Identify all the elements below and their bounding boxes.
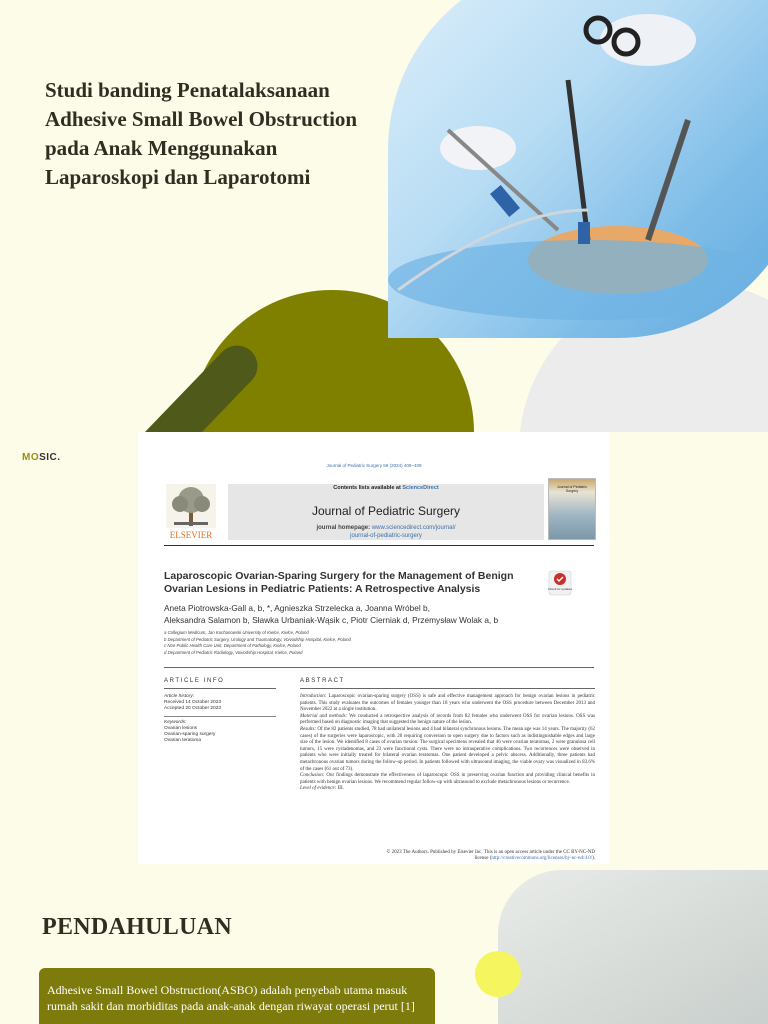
affiliations: a Collegium Medicum, Jan Kochanowski University of Kielce, Kielce, Poland b Department of Pediatric Surgery, Urology and Traumatology, Voivodship Hospital, Kielce, Poland c Non-Public Health Care Unit, Department of Pathology, Kielce, Poland d Department of Pediatric Radiology, Voivodship Hospital, Kielce, Poland: [164, 630, 351, 655]
elsevier-tree-icon: [166, 484, 216, 528]
laparoscopy-illustration: [388, 0, 768, 338]
yellow-dot: [475, 951, 521, 997]
article-title: Laparoscopic Ovarian-Sparing Surgery for the Management of Benign Ovarian Lesions in Pediatric Patients: A Retrospective Analysis: [164, 570, 514, 595]
author-list: Aneta Piotrowska-Gall a, b, *, Agnieszka Strzelecka a, Joanna Wróbel b, Aleksandra Salamon b, Sławka Urbaniak-Wąsik c, Piotr Cierniak d, Przemysław Wolak a, b: [164, 603, 499, 625]
journal-title: Journal of Pediatric Surgery: [311, 504, 461, 518]
license-link[interactable]: http://creativecommons.org/licenses/by-nc-nd/4.0/: [491, 856, 593, 862]
homepage-link-cont[interactable]: journal-of-pediatric-surgery: [350, 533, 422, 539]
journal-homepage: journal homepage: www.sciencedirect.com/journal/ journal-of-pediatric-surgery: [316, 525, 456, 539]
contents-line: Contents lists available at ScienceDirect: [333, 485, 439, 491]
article-info: Article history: Received 14 October 2023 Accepted 20 October 2023 Keywords: Ovarian lesions Ovarian-sparing surgery Ovarian teratoma: [164, 694, 276, 744]
svg-text:Check for updates: Check for updates: [548, 587, 572, 591]
journal-citation: Journal of Pediatric Surgery 59 (2024) 409−409: [326, 463, 422, 468]
photo-pill: [498, 870, 768, 1024]
publisher-name: ELSEVIER: [169, 530, 213, 540]
intro-text: Adhesive Small Bowel Obstruction(ASBO) adalah penyebab utama masuk rumah sakit dan morbiditas pada anak-anak dengan riwayat operasi perut [1]: [47, 983, 415, 1013]
brand-logo: MOSIC.: [22, 452, 61, 463]
intro-slide: [0, 864, 768, 1024]
journal-cover: Journal of Pediatric Surgery: [548, 478, 596, 540]
paper-page: [138, 432, 610, 864]
title-slide: [0, 0, 768, 432]
abstract-heading: ABSTRACT: [300, 678, 345, 684]
homepage-link[interactable]: www.sciencedirect.com/journal/: [371, 525, 456, 531]
section-rule: [164, 667, 594, 668]
header-rule: [164, 545, 594, 546]
intro-box: [39, 968, 435, 1024]
check-for-updates-icon[interactable]: [548, 570, 572, 596]
abstract-text: Introduction: Laparoscopic ovarian-sparing surgery (OSS) is safe and effective management approach for benign ovarian lesions in pediatric patients. This study evaluates the outcomes of females younger than 18 years who underwent the OSS procedure between December 2013 and November 2022 at a single institution. Material and methods: We conducted a retrospective analysis of records from 82 females who underwent OSS for ovarian lesions. OSS was performed based on diagnostic imaging that suggested the benign nature of the lesion. Results: Of the 82 patients studied, 78 had unilateral lesions and 4 had bilateral synchronous lesions. The mean age was 14 years. The majority (62 cases) of the surgeries were laparoscopic, with 20 requiring conversion to open surgery due to factors such as indistinguishable edges and large size of the lesion. We identified 8 cases of ovarian torsion. The surgical specimens revealed that 46 were ovarian teratomas, 2 were granulosa cell tumors, 15 were cystadenomas, and 23 were functional cysts. There were no intraoperative complications. Two recurrences were observed in patients who were initially treated for bilateral ovarian teratomas. One patient developed a pelvic abscess. Additionally, three patients had metachronous ovarian tumors during the follow-up period. In patients followed with ultrasound imaging, the viable ovary was visualized in 83.6% of the cases (61 out of 73). Conclusion: Our findings demonstrate the effectiveness of laparoscopic OSS in preserving ovarian function and providing clinical benefits in patients with benign ovarian lesions. We recommend regular follow-up with ultrasound to exclude metachronous lesions or recurrence. Level of evidence: III.: [300, 694, 596, 792]
surgery-photo: [388, 0, 768, 338]
sciencedirect-link[interactable]: ScienceDirect: [402, 485, 439, 491]
paper-slide: [0, 432, 768, 864]
section-heading: PENDAHULUAN: [42, 914, 232, 940]
article-info-heading: ARTICLE INFO: [164, 678, 225, 684]
slide-title: Studi banding Penatalaksanaan Adhesive Small Bowel Obstruction pada Anak Menggunakan Laparoskopi dan Laparotomi: [45, 78, 358, 189]
abstract-rule: [300, 688, 595, 689]
license-note: © 2023 The Authors. Published by Elsevier Inc. This is an open access article under the CC BY-NC-ND license (http://creativecommons.org/licenses/by-nc-nd/4.0/).: [386, 850, 595, 862]
info-rule: [164, 688, 276, 689]
